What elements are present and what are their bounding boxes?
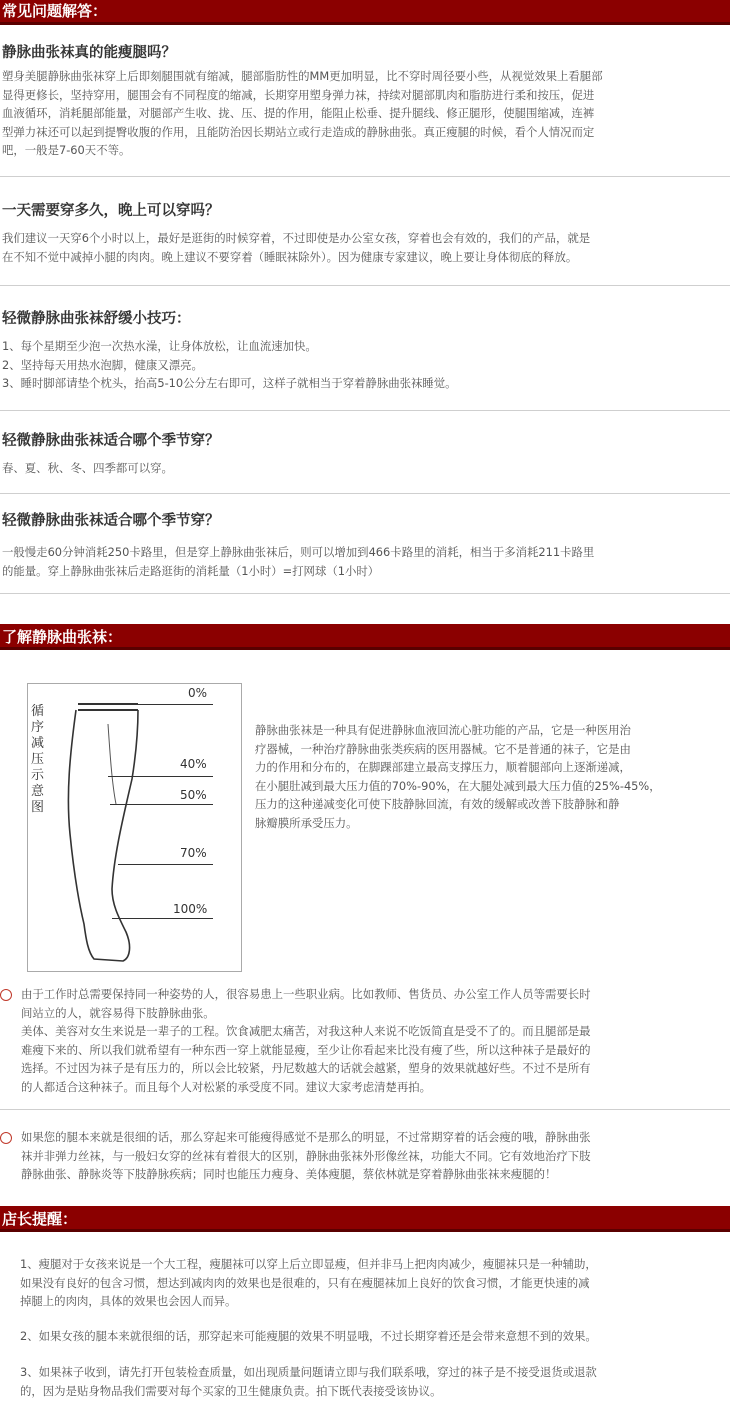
level-label: 50% [180, 788, 207, 802]
note-paragraph: 如果您的腿本来就是很细的话，那么穿起来可能瘦得感觉不是那么的明显，不过常期穿着的话会瘦的哦，静脉曲张 袜并非弹力丝袜，与一般妇女穿的丝袜有着很大的区别，静脉曲张袜外形像丝袜，功能大不同。它有效地治疗下肢 静脉曲张、静脉炎等下肢静脉疾病；同时也能压力瘦身、美体瘦腿，蔡依林就是穿着静脉曲张袜来瘦腿的！ [21, 1130, 591, 1182]
divider [0, 176, 730, 177]
divider [0, 593, 730, 594]
faq-question: 轻微静脉曲张袜适合哪个季节穿？ [2, 432, 220, 449]
faq-answer: 塑身美腿静脉曲张袜穿上后即刻腿围就有缩减，腿部脂肪性的MM更加明显，比不穿时周径要小些，从视觉效果上看腿部 显得更修长，坚持穿用，腿围会有不同程度的缩减，长期穿用塑身弹力袜，持续对腿部肌肉和脂肪进行柔和按压，促进 血液循环，消耗腿部能量，对腿部产生收、拢、压、提的作用，能阻止松垂、提升腿线、修正腿形，使腿围缩减，连裤 型弹力袜还可以起到提臀收腹的作用，且能防治因长期站立或行走造成的静脉曲张。真正瘦腿的时候，看个人情况而定 吧，一般是7-60天不等。 [2, 69, 603, 158]
product-description: 静脉曲张袜是一种具有促进静脉血液回流心脏功能的产品，它是一种医用治 疗器械，一种治疗静脉曲张类疾病的医用器械。它不是普通的袜子，它是由 力的作用和分布的，在脚踝部建立最高支撑压力，顺着腿部向上逐渐递减， 在小腿肚减到最大压力值的70%-90%，在大腿处减到最大压力值的25%-45%， 压力的这种递减变化可使下肢静脉回流，有效的缓解或改善下肢静脉和静 脉瓣膜所承受压力。 [255, 723, 661, 830]
reminder-item: 3、如果袜子收到，请先打开包装检查质量，如出现质量问题请立即与我们联系哦，穿过的袜子是不接受退货或退款 的，因为是贴身物品我们需要对每个买家的卫生健康负责。拍下既代表接受该协议。 [20, 1365, 597, 1398]
level-line [118, 864, 213, 865]
faq-answer: 1、每个星期至少泡一次热水澡，让身体放松，让血流速加快。 2、坚持每天用热水泡脚，健康又漂亮。 3、睡时脚部请垫个枕头，抬高5-10公分左右即可，这样子就相当于穿着静脉曲张袜睡觉。 [2, 339, 457, 391]
section-title: 常见问题解答： [2, 2, 108, 20]
section-title: 了解静脉曲张袜： [2, 628, 123, 646]
section-header-faq [0, 0, 730, 25]
faq-question: 轻微静脉曲张袜适合哪个季节穿？ [2, 512, 220, 529]
level-line [112, 918, 213, 919]
stocking-leg-illustration [28, 684, 241, 971]
pressure-diagram [27, 683, 242, 972]
note-paragraph: 由于工作时总需要保持同一种姿势的人，很容易患上一些职业病。比如教师、售货员、办公室工作人员等需要长时 间站立的人，就容易得下肢静脉曲张。 美体、美容对女生来说是一辈子的工程。饮食减肥太痛苦，对我这种人来说不吃饭简直是受不了的。而且腿部是最 难瘦下来的、所以我们就希望有一种东西一穿上就能显瘦，至少让你看起来比没有瘦了些，所以这种袜子是最好的 选择。不过因为袜子是有压力的，所以会比较紧，丹尼数越大的话就会越紧，塑身的效果就越好些。不过不是所有 的人都适合这种袜子。而且每个人对松紧的承受度不同。建议大家考虑清楚再拍。 [21, 987, 591, 1094]
bullet-circle-icon [0, 989, 12, 1001]
reminder-item: 1、瘦腿对于女孩来说是一个大工程，瘦腿袜可以穿上后立即显瘦，但并非马上把肉肉减少，瘦腿袜只是一种辅助， 如果没有良好的包含习惯，想达到减肉肉的效果也是很难的，只有在瘦腿袜加上良好的饮食习惯，才能更快速的减 掉腿上的肉肉，具体的效果也会因人而异。 [20, 1257, 597, 1309]
faq-answer: 春、夏、秋、冬、四季都可以穿。 [2, 461, 173, 475]
faq-question: 轻微静脉曲张袜舒缓小技巧： [2, 310, 191, 327]
level-label: 40% [180, 757, 207, 771]
diagram-vertical-label: 循序减压示意图 [31, 704, 45, 815]
divider [0, 493, 730, 494]
section-header-reminder [0, 1206, 730, 1232]
divider [0, 285, 730, 286]
level-label: 100% [173, 902, 208, 916]
divider [0, 1109, 730, 1110]
level-label: 0% [188, 686, 208, 700]
faq-question: 一天需要穿多久，晚上可以穿吗？ [2, 202, 220, 219]
level-label: 70% [180, 846, 207, 860]
level-line [110, 804, 213, 805]
section-title: 店长提醒： [2, 1210, 78, 1228]
level-line [108, 776, 213, 777]
level-line [85, 704, 213, 705]
section-header-understand [0, 624, 730, 650]
faq-answer: 一般慢走60分钟消耗250卡路里，但是穿上静脉曲张袜后，则可以增加到466卡路里的消耗，相当于多消耗211卡路里 的能量。穿上静脉曲张袜后走路逛街的消耗量（1小时）=打网球（1小时） [2, 545, 595, 578]
bullet-circle-icon [0, 1132, 12, 1144]
faq-question: 静脉曲张袜真的能瘦腿吗？ [2, 44, 176, 61]
divider [0, 410, 730, 411]
reminder-item: 2、如果女孩的腿本来就很细的话，那穿起来可能瘦腿的效果不明显哦，不过长期穿着还是会带来意想不到的效果。 [20, 1329, 597, 1343]
faq-answer: 我们建议一天穿6个小时以上，最好是逛街的时候穿着，不过即使是办公室女孩，穿着也会有效的，我们的产品，就是 在不知不觉中减掉小腿的肉肉。晚上建议不要穿着（睡眠袜除外）。因为健康专家建议，晚上要让身体彻底的释放。 [2, 231, 591, 264]
